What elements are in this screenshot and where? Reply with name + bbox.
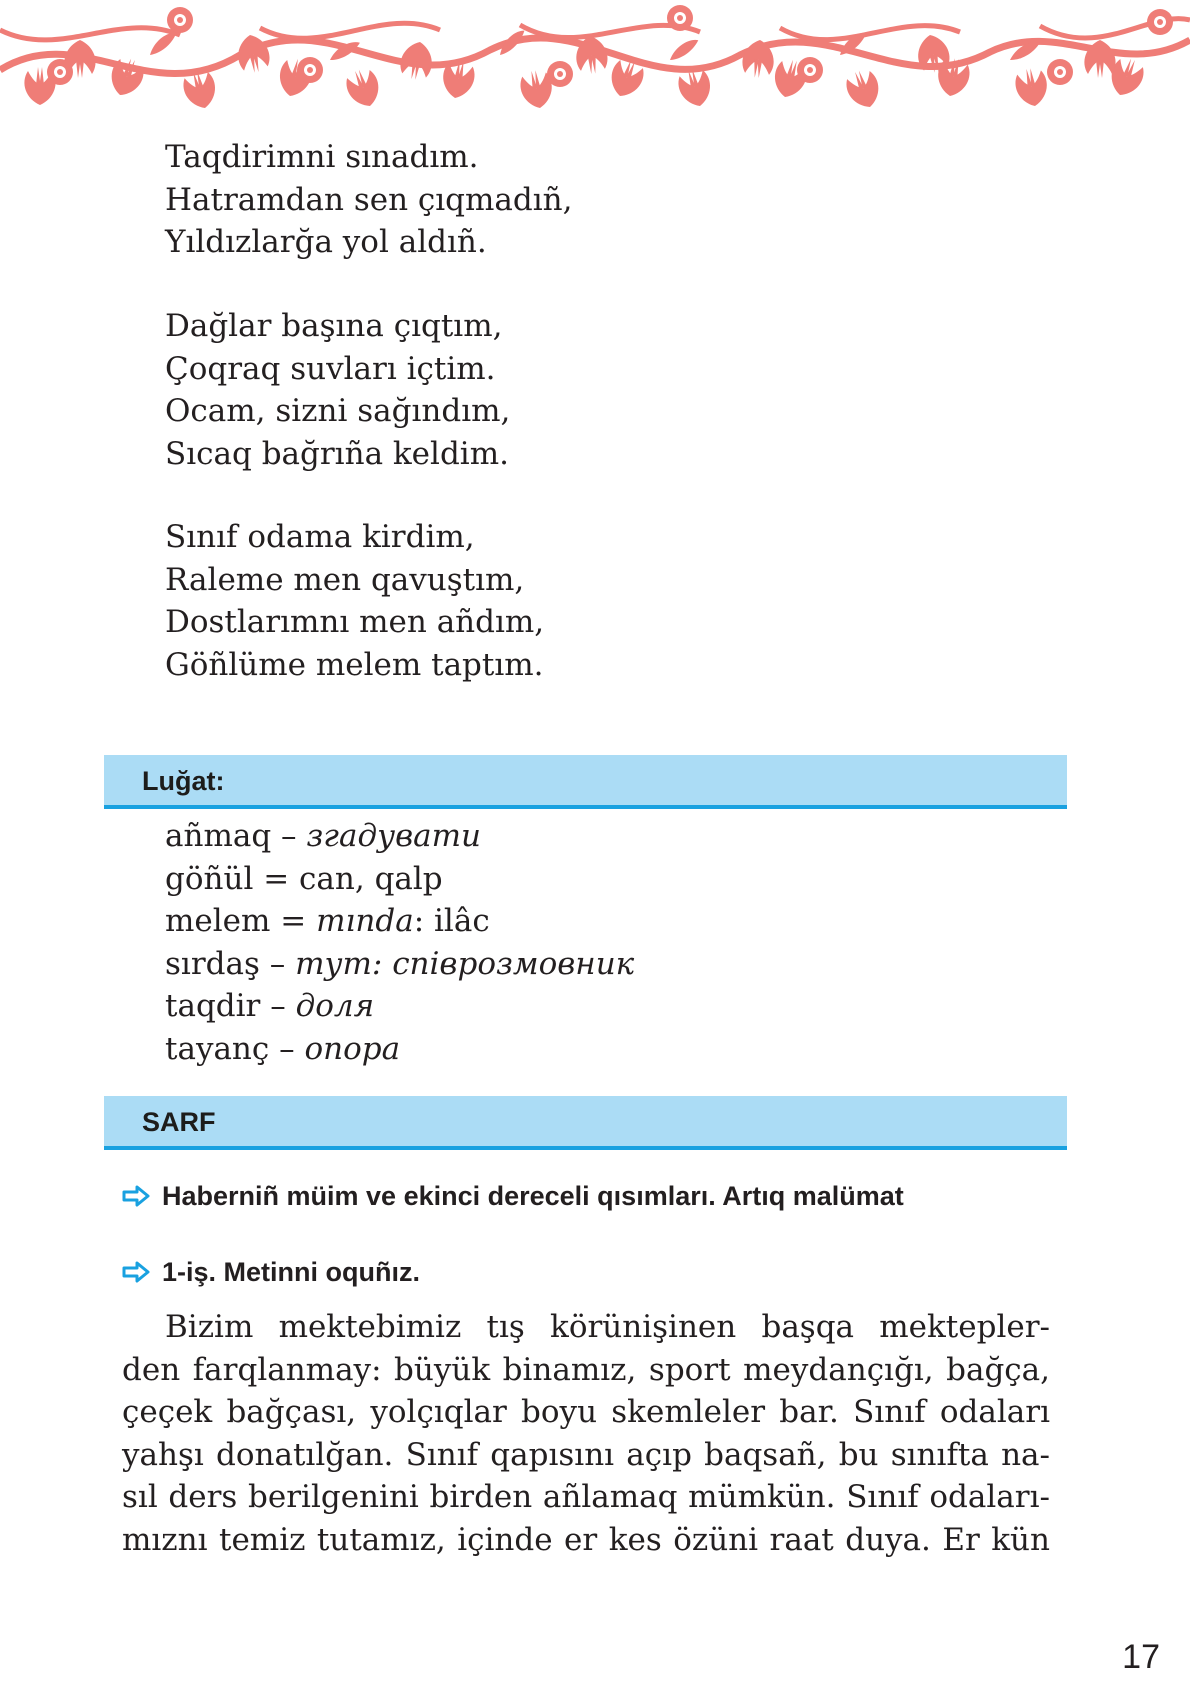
vocab-separator: –: [269, 1030, 305, 1067]
text-line: mıznı temiz tutamız, içinde er kes özüni raat duya. Er kün: [122, 1521, 1050, 1558]
poem-stanza-2: [165, 305, 510, 475]
poem-line: Sınıf odama kirdim,: [165, 519, 475, 555]
floral-ornament-border: [0, 0, 1190, 115]
vocab-separator: –: [259, 945, 296, 982]
vocab-term: taqdir: [165, 988, 261, 1024]
topic-heading: [122, 1179, 904, 1213]
vocab-term: añmaq: [165, 818, 272, 854]
vocab-term: sırdaş: [165, 945, 260, 982]
text-line: sıl ders berilgenini birden añlamaq mümkün. Sınıf odaları-: [122, 1479, 1050, 1515]
vocab-term: göñül: [165, 860, 254, 897]
arrow-right-icon: [122, 1261, 150, 1283]
poem-line: Sıcaq bağrıña keldim.: [165, 435, 509, 472]
poem-stanza-3: [165, 516, 544, 686]
poem-line: Hatramdan sen çıqmadıñ,: [165, 181, 573, 218]
vocabulary-entry: [165, 943, 634, 986]
vocabulary-entry: [165, 815, 634, 858]
text-line: yahşı donatılğan. Sınıf qapısını açıp baqsañ, bu sınıfta na-: [122, 1436, 1050, 1473]
poem-line: Dağlar başına çıqtım,: [165, 308, 503, 344]
page-number: 17: [1122, 1638, 1160, 1676]
text-line: çeçek bağçası, yolçıqlar boyu skemleler bar. Sınıf odaları: [122, 1394, 1050, 1430]
vocab-translation: згадувати: [306, 818, 481, 854]
vocabulary-section-header: [104, 755, 1067, 809]
poem-line: Göñlüme melem taptım.: [165, 646, 544, 683]
poem-line: Yıldızlarğa yol aldıñ.: [165, 224, 487, 260]
poem-stanza-1: [165, 136, 572, 264]
vocab-translation: доля: [295, 988, 375, 1024]
text-line: den farqlanmay: büyük binamız, sport meydançığı, bağça,: [122, 1351, 1050, 1388]
vocab-translation: : ilâc: [413, 903, 490, 939]
vocabulary-list: [165, 815, 634, 1070]
poem-line: Çoqraq suvları içtim.: [165, 350, 496, 387]
vocabulary-heading: Luğat:: [142, 766, 225, 796]
sarf-section-header: [104, 1096, 1067, 1150]
vocab-separator: –: [260, 988, 296, 1024]
text-line: Bizim mektebimiz tış körünişinen başqa mektepler-: [165, 1309, 1050, 1345]
vocab-term: tayanç: [165, 1030, 270, 1067]
sarf-heading: SARF: [142, 1107, 216, 1137]
poem-line: Ocam, sizni sağındım,: [165, 393, 511, 429]
exercise-heading: [122, 1255, 420, 1289]
vocab-separator: =: [253, 860, 300, 897]
vocabulary-entry: [165, 900, 634, 943]
vocab-translation: can, qalp: [299, 860, 443, 897]
exercise-text: [122, 1306, 1050, 1561]
vocab-note: тут: [295, 945, 372, 982]
exercise-title: 1-iş. Metinni oquñız.: [162, 1256, 420, 1287]
poem-line: Raleme men qavuştım,: [165, 561, 525, 598]
vocab-note: mında: [316, 903, 414, 939]
vocab-term: melem: [165, 903, 271, 939]
arrow-right-icon: [122, 1185, 150, 1207]
vocab-translation: опора: [304, 1030, 401, 1067]
vocabulary-entry: [165, 1028, 634, 1071]
vocab-separator: =: [270, 903, 317, 939]
poem-line: Dostlarımnı men añdım,: [165, 604, 545, 640]
topic-title: Haberniñ müim ve ekinci dereceli qısımları. Artıq malümat: [162, 1180, 904, 1211]
vocabulary-entry: [165, 858, 634, 901]
vocab-translation: : співрозмовник: [371, 945, 635, 982]
vocabulary-entry: [165, 985, 634, 1028]
poem-line: Taqdirimni sınadım.: [165, 139, 479, 175]
vocab-separator: –: [271, 818, 307, 854]
